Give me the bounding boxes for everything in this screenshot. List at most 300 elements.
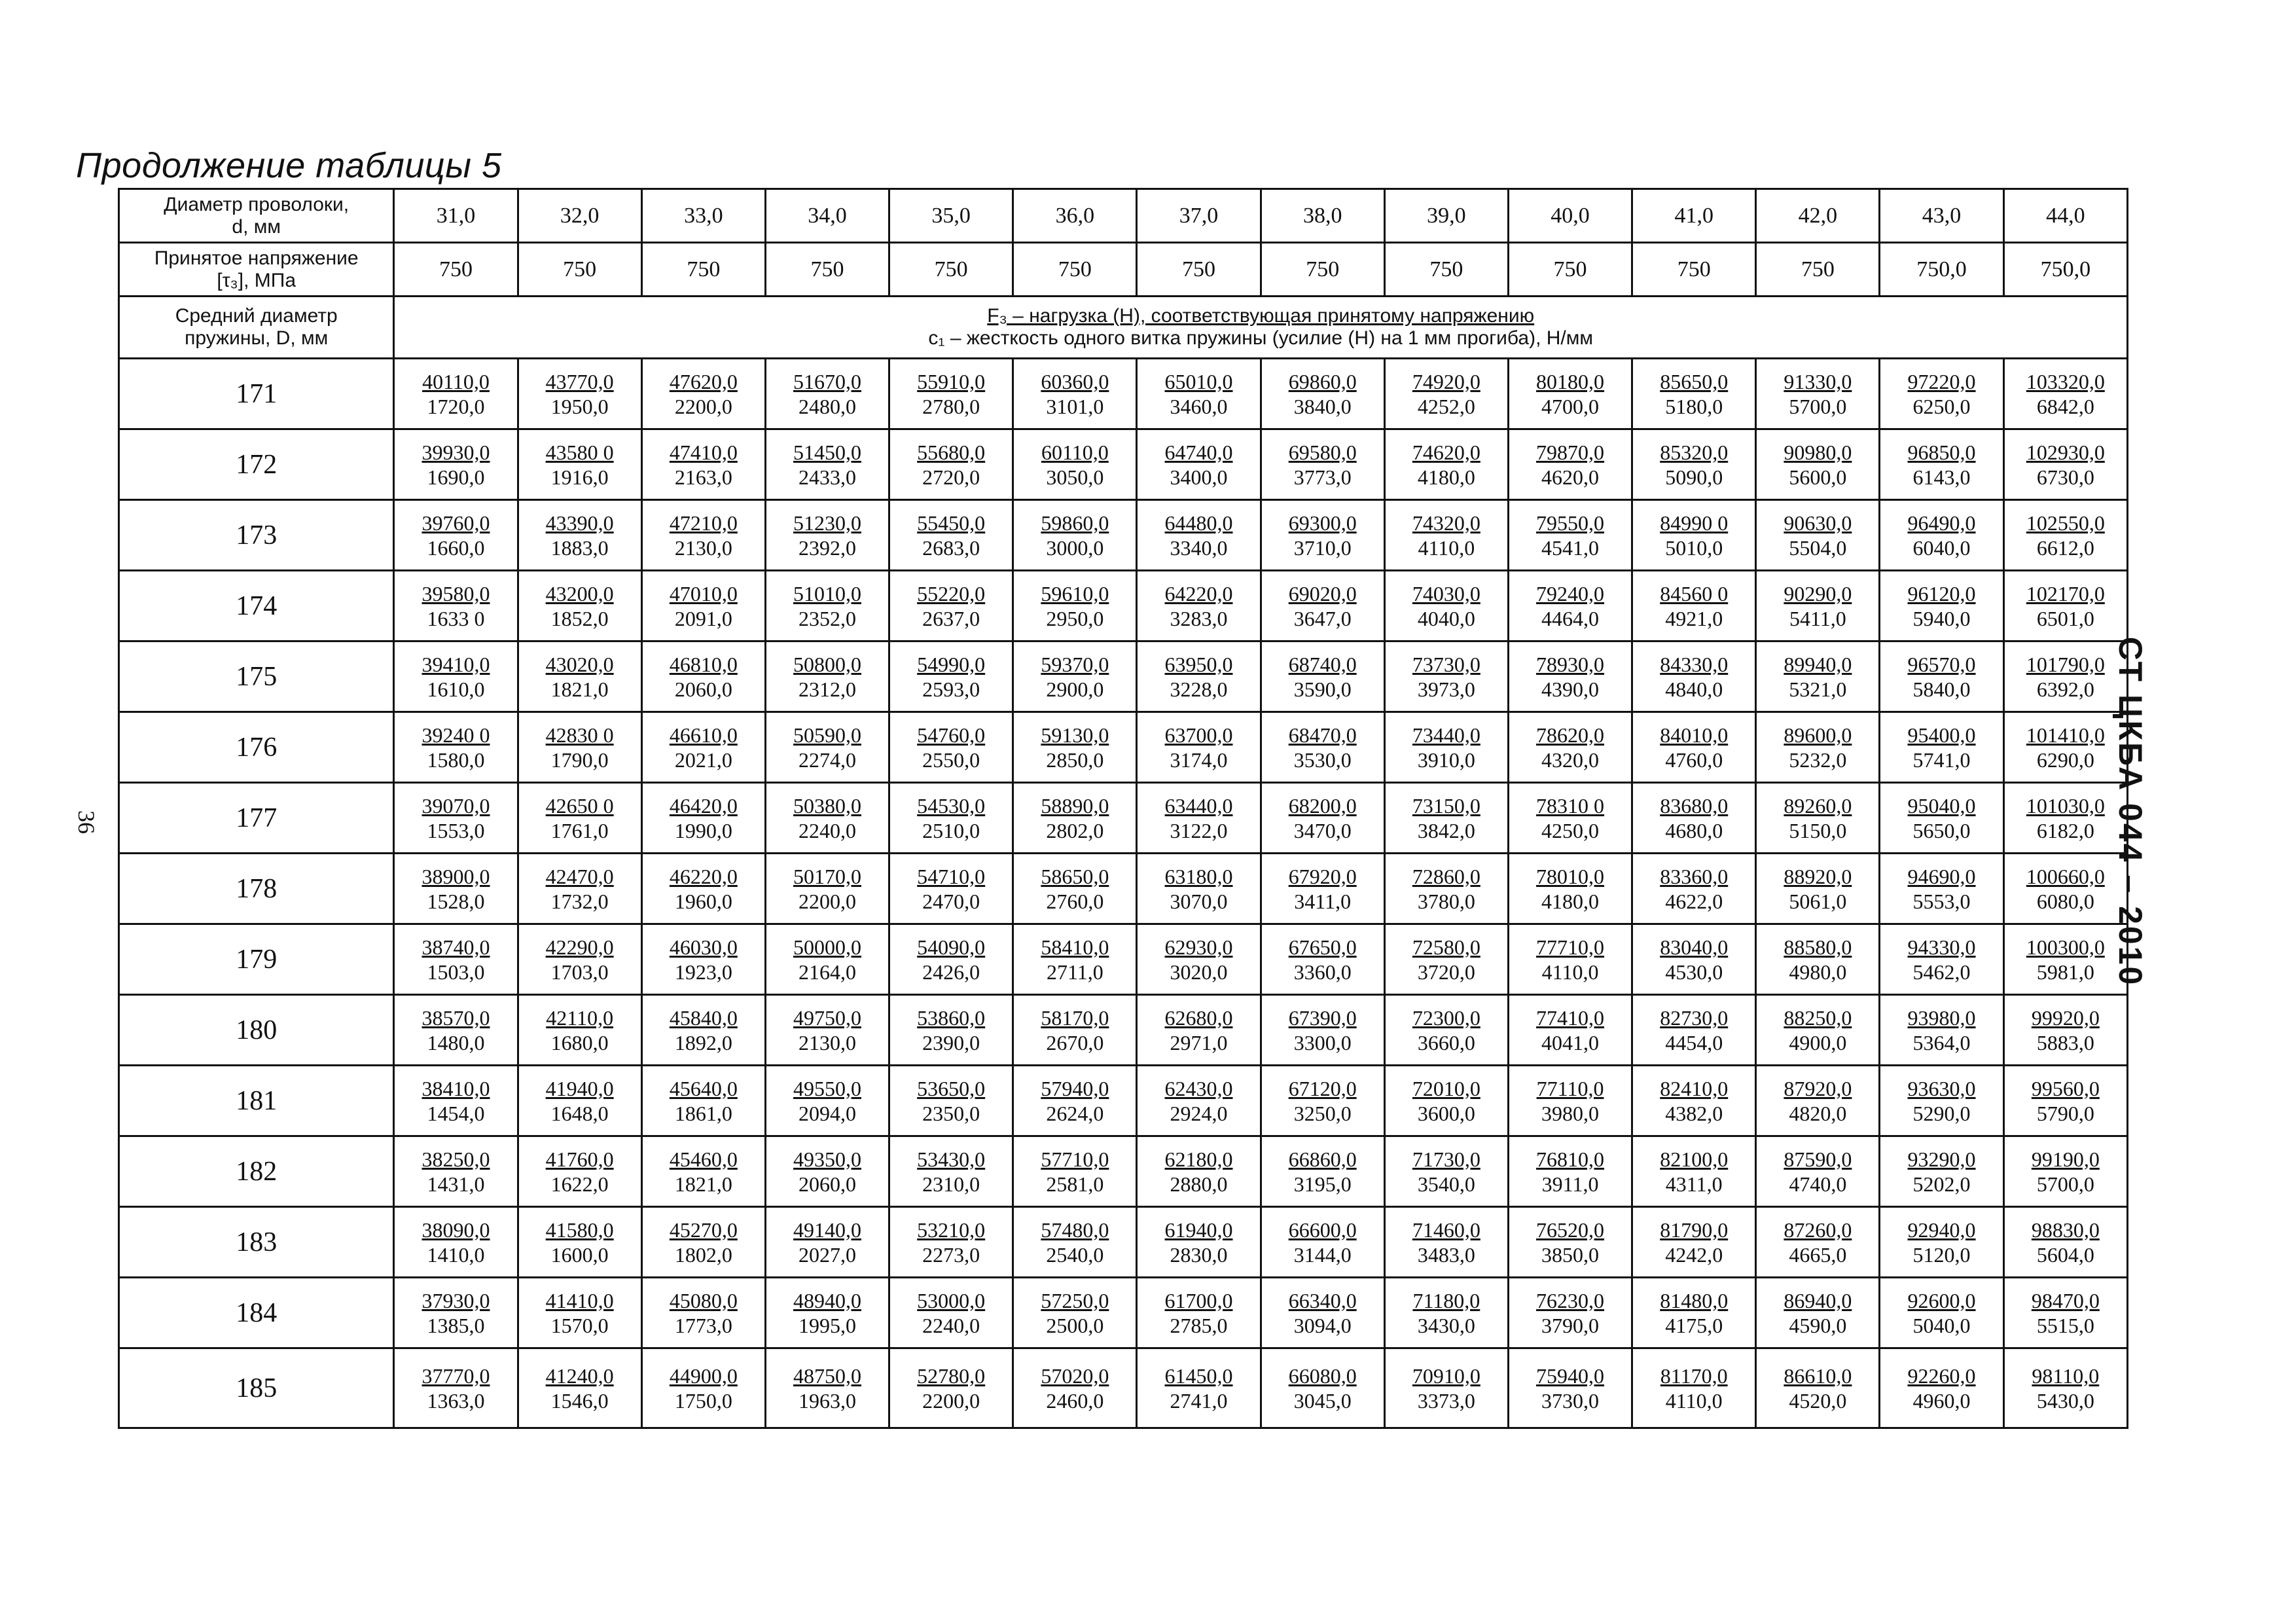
table-cell	[2003, 500, 2127, 571]
table-cell	[518, 1136, 641, 1207]
table-cell	[1756, 1207, 1880, 1278]
stiffness-value: 2130,0	[798, 1030, 856, 1055]
load-value: 43390,0	[545, 511, 614, 535]
load-value: 53650,0	[917, 1076, 986, 1100]
load-value: 97220,0	[1907, 369, 1976, 393]
table-cell	[1137, 783, 1261, 854]
load-value: 80180,0	[1536, 369, 1605, 393]
table-cell	[1384, 924, 1508, 995]
wire-diameter-value: 32,0	[518, 189, 641, 243]
stiffness-value: 3050,0	[1046, 465, 1104, 489]
load-value: 87260,0	[1784, 1218, 1852, 1242]
load-value: 92600,0	[1907, 1288, 1976, 1312]
load-value: 66600,0	[1288, 1218, 1357, 1242]
table-cell	[1756, 641, 1880, 712]
stiffness-value: 1610,0	[427, 677, 485, 701]
table-cell	[1632, 1278, 1756, 1348]
stiffness-value: 5840,0	[1912, 677, 1971, 701]
stiffness-value: 3101,0	[1046, 394, 1104, 418]
table-cell	[394, 500, 518, 571]
table-cell	[641, 1348, 765, 1428]
stiffness-value: 6250,0	[1912, 394, 1971, 418]
load-value: 42470,0	[545, 864, 614, 888]
table-cell	[1632, 429, 1756, 500]
table-cell	[641, 783, 765, 854]
table-cell	[1632, 641, 1756, 712]
load-value: 74620,0	[1412, 440, 1480, 464]
stiffness-value: 2021,0	[674, 748, 732, 772]
mean-diameter-value: 177	[119, 783, 394, 854]
load-value: 96120,0	[1907, 581, 1976, 605]
mean-diameter-header-row	[119, 297, 2128, 359]
mean-diameter-value: 180	[119, 995, 394, 1066]
load-value: 67390,0	[1288, 1005, 1357, 1030]
table-cell	[1880, 924, 2003, 995]
table-cell	[2003, 995, 2127, 1066]
table-cell	[1508, 1207, 1632, 1278]
load-value: 73730,0	[1412, 652, 1480, 676]
stiffness-value: 1916,0	[550, 465, 609, 489]
table-cell	[1880, 1136, 2003, 1207]
wire-diameter-value: 41,0	[1632, 189, 1756, 243]
load-value: 59370,0	[1041, 652, 1109, 676]
load-value: 98110,0	[2032, 1363, 2100, 1388]
load-value: 53430,0	[917, 1147, 986, 1171]
stiffness-value: 4622,0	[1665, 889, 1723, 913]
load-value: 58650,0	[1041, 864, 1109, 888]
stiffness-value: 3540,0	[1417, 1172, 1475, 1196]
load-value: 93630,0	[1907, 1076, 1976, 1100]
stiffness-value: 2711,0	[1046, 960, 1103, 984]
table-cell	[1137, 1278, 1261, 1348]
table-cell	[641, 571, 765, 641]
stiffness-value: 3850,0	[1541, 1242, 1600, 1267]
stiffness-value: 3360,0	[1293, 960, 1352, 984]
stiffness-value: 3122,0	[1170, 818, 1228, 842]
stiffness-value: 2850,0	[1046, 748, 1104, 772]
table-cell	[889, 571, 1013, 641]
table-row	[119, 1278, 2128, 1348]
stiffness-value: 1923,0	[674, 960, 732, 984]
load-value: 38090,0	[422, 1218, 490, 1242]
table-cell	[641, 712, 765, 783]
load-value: 91330,0	[1784, 369, 1852, 393]
table-cell	[1261, 924, 1384, 995]
stiffness-value: 2060,0	[674, 677, 732, 701]
load-value: 78310 0	[1536, 793, 1605, 818]
stress-value: 750	[1137, 243, 1261, 297]
load-value: 82730,0	[1660, 1005, 1729, 1030]
load-value: 61940,0	[1164, 1218, 1233, 1242]
table-cell	[394, 1066, 518, 1136]
load-value: 72300,0	[1412, 1005, 1480, 1030]
load-value: 57940,0	[1041, 1076, 1109, 1100]
table-cell	[1632, 359, 1756, 429]
load-value: 62680,0	[1164, 1005, 1233, 1030]
load-value: 79870,0	[1536, 440, 1605, 464]
table-cell	[1013, 1136, 1137, 1207]
stiffness-value: 3483,0	[1417, 1242, 1475, 1267]
load-value: 73440,0	[1412, 723, 1480, 747]
load-value: 59860,0	[1041, 511, 1109, 535]
table-cell	[1632, 995, 1756, 1066]
load-value: 68200,0	[1288, 793, 1357, 818]
load-value: 38410,0	[422, 1076, 490, 1100]
table-cell	[1384, 854, 1508, 924]
load-value: 58410,0	[1041, 935, 1109, 959]
load-value: 90290,0	[1784, 581, 1852, 605]
table-cell	[1756, 924, 1880, 995]
stiffness-value: 5010,0	[1665, 535, 1723, 560]
mean-diameter-value: 171	[119, 359, 394, 429]
stiffness-value: 5515,0	[2036, 1313, 2094, 1337]
table-cell	[641, 1278, 765, 1348]
table-cell	[518, 359, 641, 429]
spring-table	[118, 188, 2128, 1429]
table-cell	[1756, 783, 1880, 854]
load-value: 102170,0	[2026, 581, 2105, 605]
stiffness-value: 2200,0	[798, 889, 856, 913]
load-value: 77710,0	[1536, 935, 1605, 959]
table-cell	[889, 1207, 1013, 1278]
stiffness-value: 5504,0	[1789, 535, 1847, 560]
table-cell	[641, 500, 765, 571]
load-value: 47010,0	[669, 581, 738, 605]
load-value: 45270,0	[669, 1218, 738, 1242]
table-cell	[1508, 783, 1632, 854]
load-value: 82410,0	[1660, 1076, 1729, 1100]
stiffness-value: 4110,0	[1541, 960, 1599, 984]
load-value: 47210,0	[669, 511, 738, 535]
mean-diameter-value: 183	[119, 1207, 394, 1278]
stiffness-value: 6612,0	[2036, 535, 2094, 560]
table-cell	[765, 783, 889, 854]
table-cell	[1880, 712, 2003, 783]
load-value: 37930,0	[422, 1288, 490, 1312]
stiffness-value: 4740,0	[1789, 1172, 1847, 1196]
stiffness-value: 2240,0	[922, 1313, 980, 1337]
table-cell	[1013, 995, 1137, 1066]
stiffness-value: 2426,0	[922, 960, 980, 984]
wire-diameter-value: 37,0	[1137, 189, 1261, 243]
stiffness-value: 2780,0	[922, 394, 980, 418]
stiffness-value: 2802,0	[1046, 818, 1104, 842]
load-value: 49550,0	[793, 1076, 861, 1100]
load-value: 76230,0	[1536, 1288, 1605, 1312]
load-value: 55220,0	[917, 581, 986, 605]
stiffness-value: 2581,0	[1046, 1172, 1104, 1196]
stiffness-value: 1773,0	[674, 1313, 732, 1337]
load-value: 62180,0	[1164, 1147, 1233, 1171]
table-cell	[889, 359, 1013, 429]
table-cell	[1137, 995, 1261, 1066]
stress-value: 750	[641, 243, 765, 297]
table-cell	[1508, 1136, 1632, 1207]
stiffness-value: 2390,0	[922, 1030, 980, 1055]
stiffness-value: 4252,0	[1417, 394, 1475, 418]
load-value: 90630,0	[1784, 511, 1852, 535]
stiffness-value: 3020,0	[1170, 960, 1228, 984]
table-cell	[1880, 429, 2003, 500]
table-cell	[765, 429, 889, 500]
load-value: 47620,0	[669, 369, 738, 393]
stiffness-value: 2670,0	[1046, 1030, 1104, 1055]
load-value: 58170,0	[1041, 1005, 1109, 1030]
load-value: 99560,0	[2031, 1076, 2100, 1100]
stiffness-value: 5411,0	[1789, 606, 1846, 630]
stiffness-value: 1852,0	[550, 606, 609, 630]
table-cell	[394, 1278, 518, 1348]
stiffness-value: 2350,0	[922, 1101, 980, 1125]
stiffness-value: 1821,0	[550, 677, 609, 701]
table-cell	[1508, 641, 1632, 712]
table-cell	[641, 1207, 765, 1278]
table-cell	[1261, 995, 1384, 1066]
table-cell	[641, 1066, 765, 1136]
load-value: 78620,0	[1536, 723, 1605, 747]
table-cell	[1013, 641, 1137, 712]
stiffness-value: 4250,0	[1541, 818, 1600, 842]
table-cell	[1508, 500, 1632, 571]
load-value: 45640,0	[669, 1076, 738, 1100]
stiffness-value: 3710,0	[1293, 535, 1352, 560]
table-cell	[1756, 500, 1880, 571]
load-value: 51450,0	[793, 440, 861, 464]
load-value: 82100,0	[1660, 1147, 1729, 1171]
stiffness-value: 3430,0	[1417, 1313, 1475, 1337]
load-value: 39930,0	[422, 440, 490, 464]
stiffness-value: 3070,0	[1170, 889, 1228, 913]
load-value: 59130,0	[1041, 723, 1109, 747]
table-cell	[1013, 1278, 1137, 1348]
stiffness-value: 4180,0	[1417, 465, 1475, 489]
stiffness-value: 2274,0	[798, 748, 856, 772]
table-row	[119, 924, 2128, 995]
mean-diameter-value: 179	[119, 924, 394, 995]
table-cell	[1013, 854, 1137, 924]
stiffness-value: 5883,0	[2036, 1030, 2094, 1055]
load-value: 93290,0	[1907, 1147, 1976, 1171]
document-code: СТ ЦКБА 044 – 2010	[2112, 636, 2149, 987]
stiffness-value: 5150,0	[1789, 818, 1847, 842]
table-cell	[889, 429, 1013, 500]
stiffness-value: 1633 0	[427, 606, 485, 630]
mean-diameter-value: 172	[119, 429, 394, 500]
stiffness-value: 5061,0	[1789, 889, 1847, 913]
table-cell	[1013, 1066, 1137, 1136]
table-cell	[1632, 783, 1756, 854]
load-value: 72010,0	[1412, 1076, 1480, 1100]
stiffness-value: 5604,0	[2036, 1242, 2094, 1267]
stiffness-value: 6080,0	[2036, 889, 2094, 913]
stiffness-value: 2741,0	[1170, 1388, 1228, 1413]
stiffness-value: 1995,0	[798, 1313, 856, 1337]
stiffness-value: 5700,0	[2036, 1172, 2094, 1196]
stiffness-value: 5650,0	[1912, 818, 1971, 842]
table-cell	[1756, 571, 1880, 641]
load-value: 85320,0	[1660, 440, 1729, 464]
load-value: 84010,0	[1660, 723, 1729, 747]
load-value: 94690,0	[1907, 864, 1976, 888]
table-cell	[1261, 571, 1384, 641]
table-cell	[1632, 712, 1756, 783]
load-value: 53210,0	[917, 1218, 986, 1242]
load-value: 71180,0	[1412, 1288, 1480, 1312]
stiffness-value: 5790,0	[2036, 1101, 2094, 1125]
load-value: 74320,0	[1412, 511, 1480, 535]
load-value: 99920,0	[2031, 1005, 2100, 1030]
mean-diameter-value: 181	[119, 1066, 394, 1136]
table-cell	[1756, 429, 1880, 500]
load-value: 74030,0	[1412, 581, 1480, 605]
stiffness-value: 6501,0	[2036, 606, 2094, 630]
table-cell	[641, 641, 765, 712]
load-value: 63180,0	[1164, 864, 1233, 888]
wire-diameter-value: 43,0	[1880, 189, 2003, 243]
load-value: 39410,0	[422, 652, 490, 676]
stiffness-value: 1892,0	[674, 1030, 732, 1055]
stiffness-value: 4680,0	[1665, 818, 1723, 842]
stiffness-value: 4041,0	[1541, 1030, 1600, 1055]
table-cell	[1384, 1066, 1508, 1136]
table-cell	[1261, 641, 1384, 712]
stiffness-value: 5364,0	[1912, 1030, 1971, 1055]
stiffness-value: 1950,0	[550, 394, 609, 418]
load-value: 48940,0	[793, 1288, 861, 1312]
table-cell	[394, 1348, 518, 1428]
load-value: 99190,0	[2031, 1147, 2100, 1171]
mean-diameter-value: 178	[119, 854, 394, 924]
table-cell	[765, 571, 889, 641]
stress-value: 750	[1632, 243, 1756, 297]
table-cell	[1261, 429, 1384, 500]
stiffness-value: 1480,0	[427, 1030, 485, 1055]
table-cell	[394, 924, 518, 995]
load-value: 55910,0	[917, 369, 986, 393]
stiffness-value: 3911,0	[1541, 1172, 1599, 1196]
table-cell	[765, 1136, 889, 1207]
load-value: 57020,0	[1041, 1363, 1109, 1388]
stiffness-value: 2683,0	[922, 535, 980, 560]
load-value: 43770,0	[545, 369, 614, 393]
load-value: 46810,0	[669, 652, 738, 676]
table-cell	[641, 854, 765, 924]
wire-diameter-value: 33,0	[641, 189, 765, 243]
stiffness-value: 6290,0	[2036, 748, 2094, 772]
wire-diameter-value: 44,0	[2003, 189, 2127, 243]
load-value: 92940,0	[1907, 1218, 1976, 1242]
load-value: 39760,0	[422, 511, 490, 535]
table-cell	[1261, 359, 1384, 429]
stiffness-value: 2094,0	[798, 1101, 856, 1125]
stiffness-value: 2163,0	[674, 465, 732, 489]
stiffness-value: 3045,0	[1293, 1388, 1352, 1413]
load-value: 54710,0	[917, 864, 986, 888]
stiffness-value: 2312,0	[798, 677, 856, 701]
table-cell	[1880, 783, 2003, 854]
table-cell	[1756, 1136, 1880, 1207]
table-cell	[889, 924, 1013, 995]
load-value: 41240,0	[545, 1363, 614, 1388]
load-value: 83040,0	[1660, 935, 1729, 959]
wire-diameter-value: 42,0	[1756, 189, 1880, 243]
table-caption: Продолжение таблицы 5	[76, 146, 502, 185]
table-cell	[641, 924, 765, 995]
mean-diameter-value: 174	[119, 571, 394, 641]
stiffness-value: 2830,0	[1170, 1242, 1228, 1267]
table-cell	[1880, 1278, 2003, 1348]
stiffness-value: 2060,0	[798, 1172, 856, 1196]
load-value: 66340,0	[1288, 1288, 1357, 1312]
table-cell	[2003, 429, 2127, 500]
stiffness-value: 2480,0	[798, 394, 856, 418]
stiffness-value: 5202,0	[1912, 1172, 1971, 1196]
table-cell	[1384, 571, 1508, 641]
stress-value: 750	[1261, 243, 1384, 297]
stiffness-value: 3373,0	[1417, 1388, 1475, 1413]
load-value: 94330,0	[1907, 935, 1976, 959]
table-cell	[1880, 995, 2003, 1066]
table-row	[119, 1348, 2128, 1428]
table-cell	[2003, 1348, 2127, 1428]
load-value: 81480,0	[1660, 1288, 1729, 1312]
table-cell	[2003, 1207, 2127, 1278]
load-value: 93980,0	[1907, 1005, 1976, 1030]
load-value: 44900,0	[669, 1363, 738, 1388]
load-value: 88250,0	[1784, 1005, 1852, 1030]
load-value: 86610,0	[1784, 1363, 1852, 1388]
table-cell	[765, 1207, 889, 1278]
load-value: 50000,0	[793, 935, 861, 959]
table-cell	[394, 641, 518, 712]
stiffness-value: 3780,0	[1417, 889, 1475, 913]
stiffness-value: 4390,0	[1541, 677, 1600, 701]
load-value: 98830,0	[2031, 1218, 2100, 1242]
load-value: 57710,0	[1041, 1147, 1109, 1171]
stiffness-value: 3720,0	[1417, 960, 1475, 984]
stiffness-value: 6040,0	[1912, 535, 1971, 560]
stiffness-legend: c₁ – жесткость одного витка пружины (усилие (Н) на 1 мм прогиба), Н/мм	[928, 327, 1594, 349]
load-value: 49750,0	[793, 1005, 861, 1030]
stiffness-value: 5600,0	[1789, 465, 1847, 489]
table-cell	[1880, 854, 2003, 924]
load-value: 49350,0	[793, 1147, 861, 1171]
load-value: 42830 0	[545, 723, 614, 747]
load-value: 71730,0	[1412, 1147, 1480, 1171]
load-value: 95040,0	[1907, 793, 1976, 818]
stiffness-value: 2971,0	[1170, 1030, 1228, 1055]
table-cell	[518, 854, 641, 924]
stiffness-value: 4760,0	[1665, 748, 1723, 772]
wire-diameter-row	[119, 189, 2128, 243]
stiffness-value: 1546,0	[550, 1388, 609, 1413]
table-row	[119, 1207, 2128, 1278]
stiffness-value: 4590,0	[1789, 1313, 1847, 1337]
stiffness-value: 3300,0	[1293, 1030, 1352, 1055]
load-value: 62930,0	[1164, 935, 1233, 959]
stiffness-value: 4464,0	[1541, 606, 1600, 630]
table-cell	[2003, 783, 2127, 854]
load-value: 64480,0	[1164, 511, 1233, 535]
stiffness-value: 1690,0	[427, 465, 485, 489]
table-cell	[889, 854, 1013, 924]
table-row	[119, 995, 2128, 1066]
load-value: 61700,0	[1164, 1288, 1233, 1312]
load-value: 77410,0	[1536, 1005, 1605, 1030]
table-cell	[889, 712, 1013, 783]
load-value: 54090,0	[917, 935, 986, 959]
load-value: 89940,0	[1784, 652, 1852, 676]
